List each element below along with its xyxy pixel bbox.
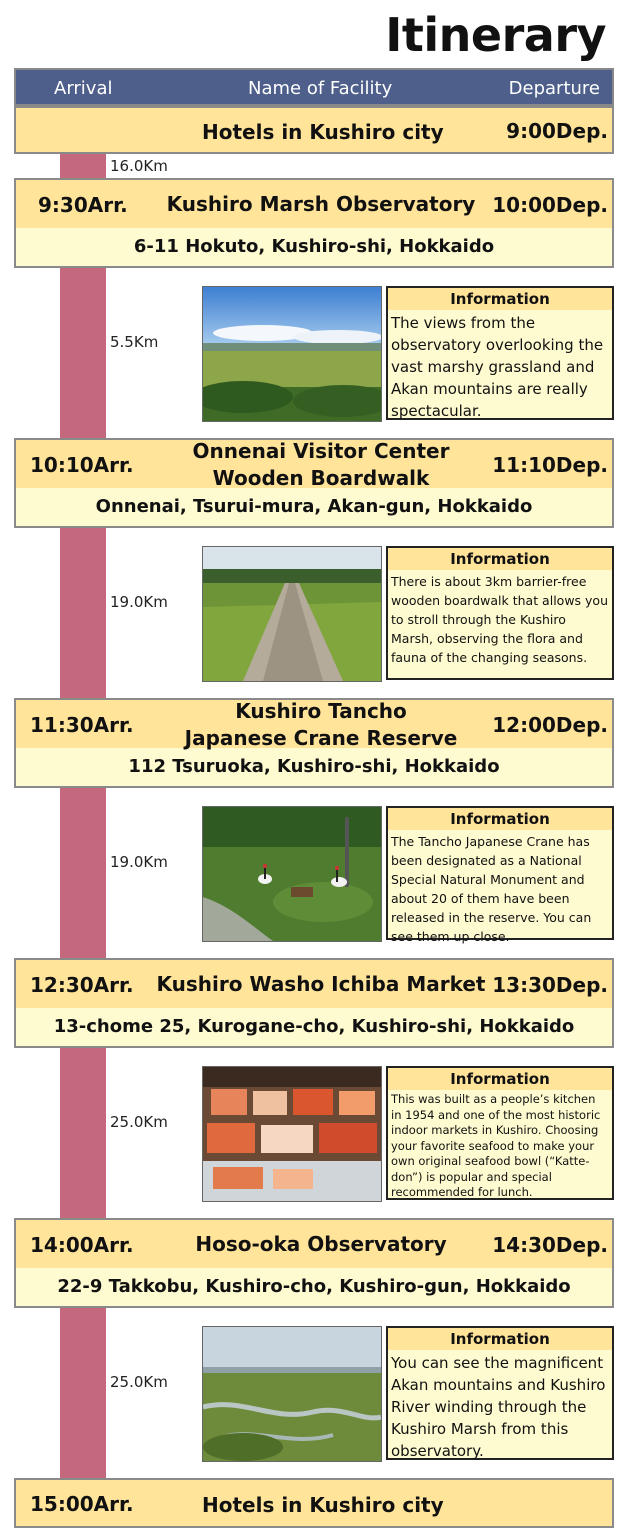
start-stop xyxy=(14,106,614,154)
table-header xyxy=(14,68,614,106)
info-text: This was built as a people’s kitchen in 1954 and one of the most historic indoor markets in Kushiro. Choosing your favorite seafood to make your own original seafood bowl (“Katte-don”) is popular and special recommended for lunch. xyxy=(391,1092,601,1199)
timeline-segment xyxy=(60,1048,106,1218)
leg-distance: 16.0Km xyxy=(110,157,168,175)
stop-facility-line2: Japanese Crane Reserve xyxy=(184,726,458,750)
stop-arrival: 10:10Arr. xyxy=(30,453,134,477)
stop-facility: Kushiro Washo Ichiba Market xyxy=(156,972,486,996)
stop-address: 112 Tsuruoka, Kushiro-shi, Hokkaido xyxy=(128,756,500,777)
stop-address: 6-11 Hokuto, Kushiro-shi, Hokkaido xyxy=(133,236,495,257)
stop-facility: Kushiro Tancho xyxy=(235,699,407,723)
end-facility: Hotels in Kushiro city xyxy=(202,1493,444,1517)
header-departure: Departure xyxy=(508,78,600,99)
timeline-segment xyxy=(60,152,106,179)
stop-facility: Onnenai Visitor Center xyxy=(192,439,450,463)
stop-card xyxy=(14,1218,614,1308)
stop-facility-line2: Wooden Boardwalk xyxy=(212,466,430,490)
stop-facility: Kushiro Marsh Observatory xyxy=(166,192,476,216)
marsh-observatory-photo xyxy=(202,286,382,422)
leg-distance: 19.0Km xyxy=(110,593,168,611)
boardwalk-photo xyxy=(202,546,382,682)
stop-address: Onnenai, Tsurui-mura, Akan-gun, Hokkaido xyxy=(95,496,533,517)
timeline-segment xyxy=(60,528,106,698)
leg-distance: 5.5Km xyxy=(110,333,159,351)
info-text: The Tancho Japanese Crane has been designated as a National Special Natural Monument and about 20 of them have been released in the reserve. You can see them up close. xyxy=(391,834,592,944)
hosooka-observatory-photo xyxy=(202,1326,382,1462)
start-facility: Hotels in Kushiro city xyxy=(202,120,444,144)
stop-departure: 12:00Dep. xyxy=(492,713,608,737)
stop-address: 13-chome 25, Kurogane-cho, Kushiro-shi, Hokkaido xyxy=(53,1016,575,1037)
timeline-segment xyxy=(60,788,106,958)
stop-departure: 13:30Dep. xyxy=(492,973,608,997)
header-arrival: Arrival xyxy=(54,78,113,99)
info-box xyxy=(386,806,614,944)
stop-address: 22-9 Takkobu, Kushiro-cho, Kushiro-gun, Hokkaido xyxy=(57,1276,571,1297)
stop-card xyxy=(14,958,614,1048)
info-title: Information xyxy=(388,808,612,830)
info-box xyxy=(386,1326,614,1460)
info-text: You can see the magnificent Akan mountains and Kushiro River winding through the Kushiro Marsh from this observatory. xyxy=(391,1354,606,1460)
stop-card xyxy=(14,698,614,788)
info-title: Information xyxy=(388,288,612,310)
info-title: Information xyxy=(388,1328,612,1350)
market-photo xyxy=(202,1066,382,1202)
stop-card xyxy=(14,438,614,528)
info-title: Information xyxy=(388,548,612,570)
timeline-segment xyxy=(60,268,106,438)
stop-departure: 14:30Dep. xyxy=(492,1233,608,1257)
info-box xyxy=(386,1066,614,1200)
leg-distance: 25.0Km xyxy=(110,1373,168,1391)
page-title: Itinerary xyxy=(385,8,606,62)
crane-reserve-photo xyxy=(202,806,382,942)
stop-card xyxy=(14,178,614,268)
stop-arrival: 12:30Arr. xyxy=(30,973,134,997)
timeline-segment xyxy=(60,1308,106,1478)
end-stop xyxy=(14,1478,614,1528)
info-text: There is about 3km barrier-free wooden boardwalk that allows you to stroll through the Kushiro Marsh, observing the flora and fauna of the changing seasons. xyxy=(391,574,608,665)
leg-distance: 25.0Km xyxy=(110,1113,168,1131)
end-arrival: 15:00Arr. xyxy=(30,1492,134,1516)
stop-arrival: 9:30Arr. xyxy=(38,193,128,217)
info-box xyxy=(386,546,614,680)
leg-distance: 19.0Km xyxy=(110,853,168,871)
stop-arrival: 11:30Arr. xyxy=(30,713,134,737)
info-text: The views from the observatory overlooking the vast marshy grassland and Akan mountains are really spectacular. xyxy=(391,314,604,420)
stop-facility: Hoso-oka Observatory xyxy=(195,1232,447,1256)
stop-departure: 11:10Dep. xyxy=(492,453,608,477)
stop-departure: 10:00Dep. xyxy=(492,193,608,217)
info-title: Information xyxy=(388,1068,612,1090)
info-box xyxy=(386,286,614,420)
stop-arrival: 14:00Arr. xyxy=(30,1233,134,1257)
header-facility: Name of Facility xyxy=(248,78,393,99)
start-departure: 9:00Dep. xyxy=(506,119,608,143)
